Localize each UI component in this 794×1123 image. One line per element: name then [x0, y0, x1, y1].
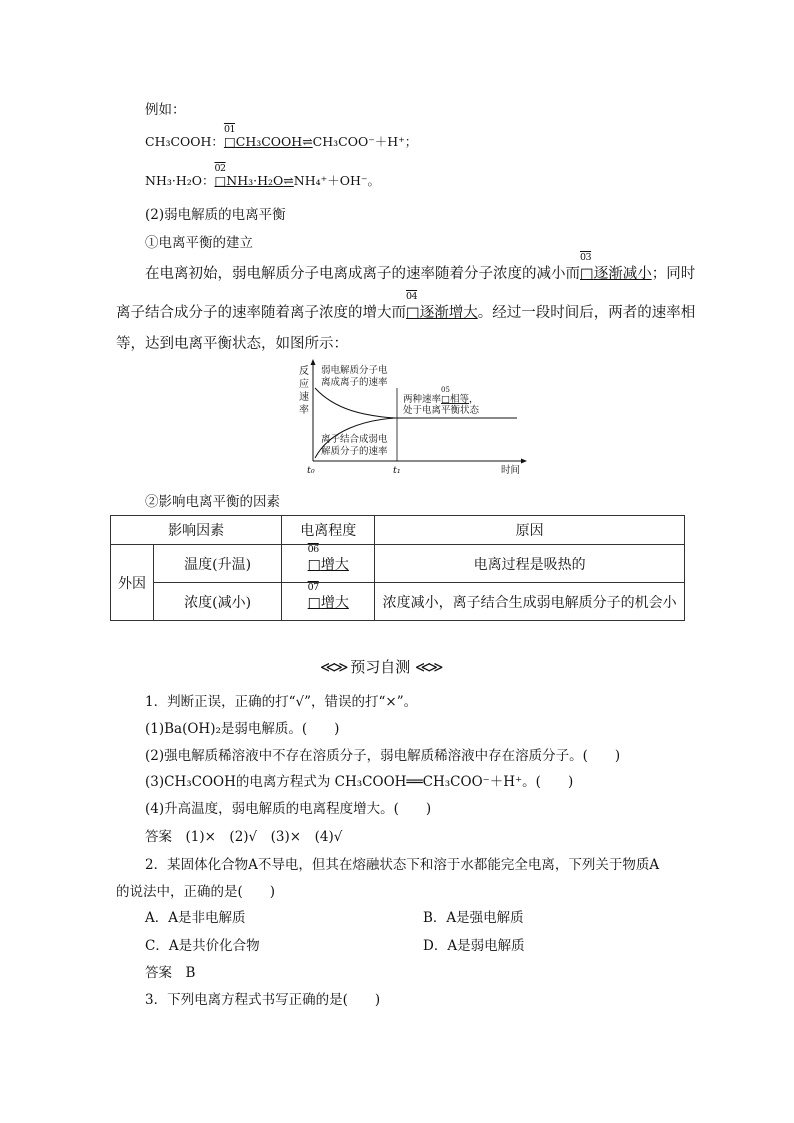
y-label-char: 率 — [299, 405, 309, 416]
table-cell: 浓度减小，离子结合生成弱电解质分子的机会小 — [375, 583, 685, 621]
eq1-answer: □CH₃COOH⇌ — [223, 134, 313, 149]
q1-item: (1)Ba(OH)₂是弱电解质。( ) — [145, 721, 340, 737]
q2-answer — [145, 961, 195, 981]
forward-curve-label: 离成离子的速率 — [321, 377, 388, 388]
table-row — [111, 545, 685, 583]
eq2-tail: NH₄⁺＋OH⁻。 — [293, 173, 380, 188]
table-header-row — [111, 516, 685, 545]
x-axis-arrow — [521, 459, 527, 464]
eq2-formula: NH₃·H₂O： — [145, 173, 215, 188]
eq2-answer: □NH₃·H₂O⇌ — [214, 173, 294, 188]
q2-stem-line-2: 的说法中，正确的是( ) — [116, 884, 276, 900]
table-row — [111, 583, 685, 621]
table-blank-number: 06 — [307, 543, 319, 555]
eq1-number: 01 — [223, 124, 236, 135]
forward-curve-label: 弱电解质分子电 — [321, 365, 388, 376]
decor-left-icon: ≪≫ — [320, 658, 346, 676]
equilibrium-label-2: 处于电离平衡状态 — [403, 405, 480, 416]
section-2-sub2: ②影响电离平衡的因素 — [145, 494, 280, 510]
para-line-1: 在电离初始，弱电解质分子电离成离子的速率随着分子浓度的减小而 03 □逐渐减小；同时 — [145, 252, 696, 282]
t0-label: t₀ — [307, 465, 315, 476]
para-line-3: 等，达到电离平衡状态，如图所示： — [116, 336, 348, 352]
q1-item: (2)强电解质稀溶液中不存在溶质分子，弱电解质稀溶液中存在溶质分子。( ) — [145, 748, 621, 764]
y-label-char: 应 — [299, 379, 309, 390]
q1-item: (3)CH₃COOH的电离方程式为 CH₃COOH══CH₃COO⁻＋H⁺。( ) — [145, 774, 574, 790]
equilibrium-label: 两种速率□相等， — [403, 394, 479, 405]
para-number-4: 04 — [406, 291, 418, 302]
equilibrium-number: 05 — [441, 386, 450, 394]
section-heading — [320, 656, 440, 677]
x-axis-label: 时间 — [501, 465, 521, 476]
table-cell: 浓度(减小) — [154, 583, 282, 621]
eq1-formula: CH₃COOH： — [145, 134, 224, 149]
y-label-char: 反 — [299, 366, 309, 377]
section-2-title: (2)弱电解质的电离平衡 — [145, 207, 286, 223]
para-line-2: 离子结合成分子的速率随着离子浓度的增大而 04 □逐渐增大。经过一段时间后，两者的速率相 — [116, 291, 696, 321]
section-2-sub1: ①电离平衡的建立 — [145, 235, 253, 251]
table-blank-number: 07 — [307, 581, 319, 593]
table-header: 原因 — [375, 516, 685, 545]
table-header: 电离程度 — [282, 516, 375, 545]
t1-label: t₁ — [393, 465, 401, 476]
q2-option-a: A．A是非电解质 — [145, 910, 246, 926]
intro-text: 例如： — [145, 102, 186, 118]
table-header: 影响因素 — [111, 516, 282, 545]
q2-option-b: B．A是强电解质 — [423, 910, 524, 926]
section-heading-text: 预习自测 — [350, 658, 411, 676]
table-cell: 06 □增大 — [282, 545, 375, 583]
answer-value: (1)× (2)√ (3)× (4)√ — [185, 829, 343, 845]
para-answer-4: □逐渐增大 — [406, 305, 478, 321]
q1-stem: 1．判断正误，正确的打“√”，错误的打“×”。 — [145, 694, 418, 710]
equation-2 — [145, 163, 380, 189]
table-group-cell: 外因 — [111, 545, 154, 621]
y-axis-arrow — [311, 359, 316, 365]
q2-stem-line-1: 2．某固体化合物A不导电，但其在熔融状态下和溶于水都能完全电离，下列关于物质A — [145, 857, 660, 873]
table-cell: 07 □增大 — [282, 583, 375, 621]
q1-item: (4)升高温度，弱电解质的电离程度增大。( ) — [145, 801, 432, 817]
eq2-number: 02 — [214, 163, 226, 174]
q3-stem: 3．下列电离方程式书写正确的是( ) — [145, 992, 381, 1008]
para-answer-3: □逐渐减小 — [580, 266, 652, 282]
y-label-char: 速 — [299, 392, 309, 403]
q1-answer — [145, 825, 342, 845]
factors-table — [110, 515, 685, 621]
equation-1 — [145, 124, 418, 150]
answer-value: B — [185, 965, 196, 981]
table-cell: 电离过程是吸热的 — [375, 545, 685, 583]
decor-right-icon: ≪≫ — [414, 658, 441, 676]
y-axis-label — [299, 364, 309, 416]
q2-option-d: D．A是弱电解质 — [423, 938, 525, 954]
para-number-3: 03 — [580, 252, 592, 263]
answer-label: 答案 — [145, 829, 172, 845]
q2-option-c: C．A是共价化合物 — [145, 938, 260, 954]
equilibrium-graph — [295, 358, 535, 478]
answer-label: 答案 — [145, 965, 172, 981]
reverse-curve-label: 离子结合成弱电 — [321, 434, 388, 445]
table-cell: 温度(升温) — [154, 545, 282, 583]
reverse-curve-label: 解质分子的速率 — [321, 446, 388, 457]
eq1-tail: CH₃COO⁻＋H⁺； — [312, 134, 418, 149]
